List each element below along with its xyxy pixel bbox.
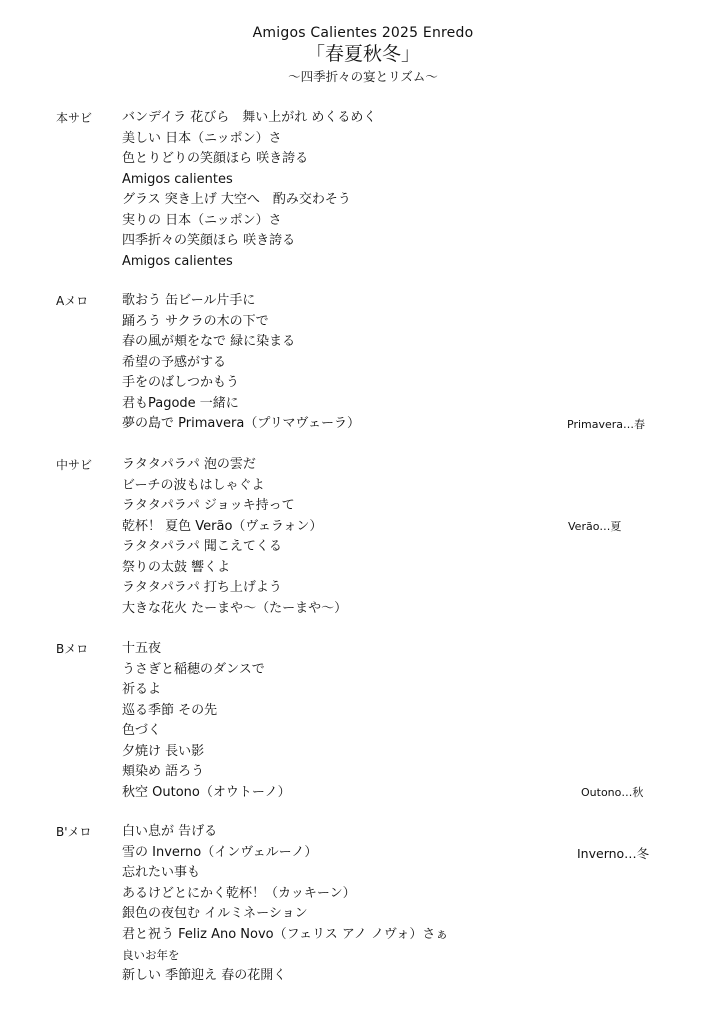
lyric-line: 手をのばしつかもう (122, 375, 240, 390)
lyric-line: グラス 突き上げ 大空へ 酌み交わそう (122, 192, 351, 207)
lyric-lines (122, 291, 360, 435)
lyric-line: 新しい 季節迎え 春の花開く (122, 967, 287, 983)
lyric-line: 美しい 日本（ニッポン）さ (122, 130, 282, 146)
lyric-line: 銀色の夜包む イルミネーション (122, 906, 308, 921)
lyric-line: Amigos calientes (122, 253, 233, 269)
lyric-lines (122, 639, 291, 803)
lyric-line: 実りの 日本（ニッポン）さ (122, 212, 282, 228)
lyric-line: 頬染め 語ろう (122, 764, 205, 779)
lyric-line: バンデイラ 花びら 舞い上がれ めくるめく (122, 110, 377, 125)
lyric-line: 大きな花火 たーまや〜（たーまや〜） (122, 600, 348, 616)
lyric-line: 四季折々の笑顔ほら 咲き誇る (122, 233, 296, 248)
section-label: B'メロ (56, 825, 92, 839)
lyric-line: 十五夜 (122, 641, 162, 656)
lyric-lines (122, 108, 376, 272)
translation-note: Outono…秋 (581, 786, 644, 799)
header (0, 24, 704, 86)
lyric-line: 忘れたい事も (122, 865, 201, 880)
song-tagline: 〜四季折々の宴とリズム〜 (288, 69, 438, 84)
lyric-line: 君もPagode 一緒に (122, 395, 239, 411)
lyric-line: ラタタパラパ 聞こえてくる (122, 539, 282, 554)
lyric-line: 君と祝う Feliz Ano Novo（フェリス アノ ノヴォ）さぁ (122, 926, 449, 942)
lyric-line: ラタタパラパ 打ち上げよう (122, 580, 282, 595)
translation-note: Inverno…冬 (577, 846, 650, 861)
lyric-line: 祭りの太鼓 響くよ (122, 559, 231, 575)
lyric-line: 歌おう 缶ビール片手に (122, 293, 256, 308)
lyric-line: ラタタパラパ ジョッキ持って (122, 498, 295, 513)
lyric-line: 秋空 Outono（オウトーノ） (122, 784, 291, 800)
lyric-line: うさぎと稲穂のダンスで (122, 661, 265, 677)
lyric-line: ビーチの波もはしゃぐよ (122, 477, 265, 493)
lyric-lines (122, 822, 448, 986)
song-subtitle: 「春夏秋冬」 (305, 43, 420, 65)
lyric-line: 希望の予感がする (122, 354, 227, 370)
section-label: 本サビ (56, 111, 93, 125)
lyric-line: あるけどとにかく乾杯！（カッキーン） (122, 885, 356, 901)
section-label: Bメロ (56, 642, 89, 656)
lyric-line: 白い息が 告げる (122, 824, 218, 839)
lyric-line: 夕焼け 長い影 (122, 743, 205, 759)
lyric-line: 祈るよ (122, 682, 162, 697)
lyric-line: 良いお年を (122, 948, 180, 962)
section-label: 中サビ (56, 458, 93, 472)
song-title: Amigos Calientes 2025 Enredo (252, 25, 474, 41)
lyric-line: 色づく (122, 723, 162, 738)
lyric-line: 雪の Inverno（インヴェルーノ） (122, 844, 318, 860)
lyric-line: 夢の島で Primavera（プリマヴェーラ） (122, 416, 361, 431)
lyric-line: 春の風が頬をなで 緑に染まる (122, 334, 296, 349)
lyric-line: Amigos calientes (122, 171, 233, 187)
lyric-lines (122, 455, 347, 619)
section-label: Aメロ (56, 294, 89, 308)
translation-note: Verão…夏 (568, 520, 622, 533)
lyric-line: 巡る季節 その先 (122, 702, 218, 718)
translation-note: Primavera…春 (567, 418, 646, 431)
lyric-line: 踊ろう サクラの木の下で (122, 313, 269, 329)
lyric-line: 色とりどりの笑顔ほら 咲き誇る (122, 151, 309, 166)
lyric-line: ラタタパラパ 泡の雲だ (122, 457, 256, 472)
lyric-line: 乾杯！ 夏色 Verão（ヴェラォン） (122, 518, 323, 534)
